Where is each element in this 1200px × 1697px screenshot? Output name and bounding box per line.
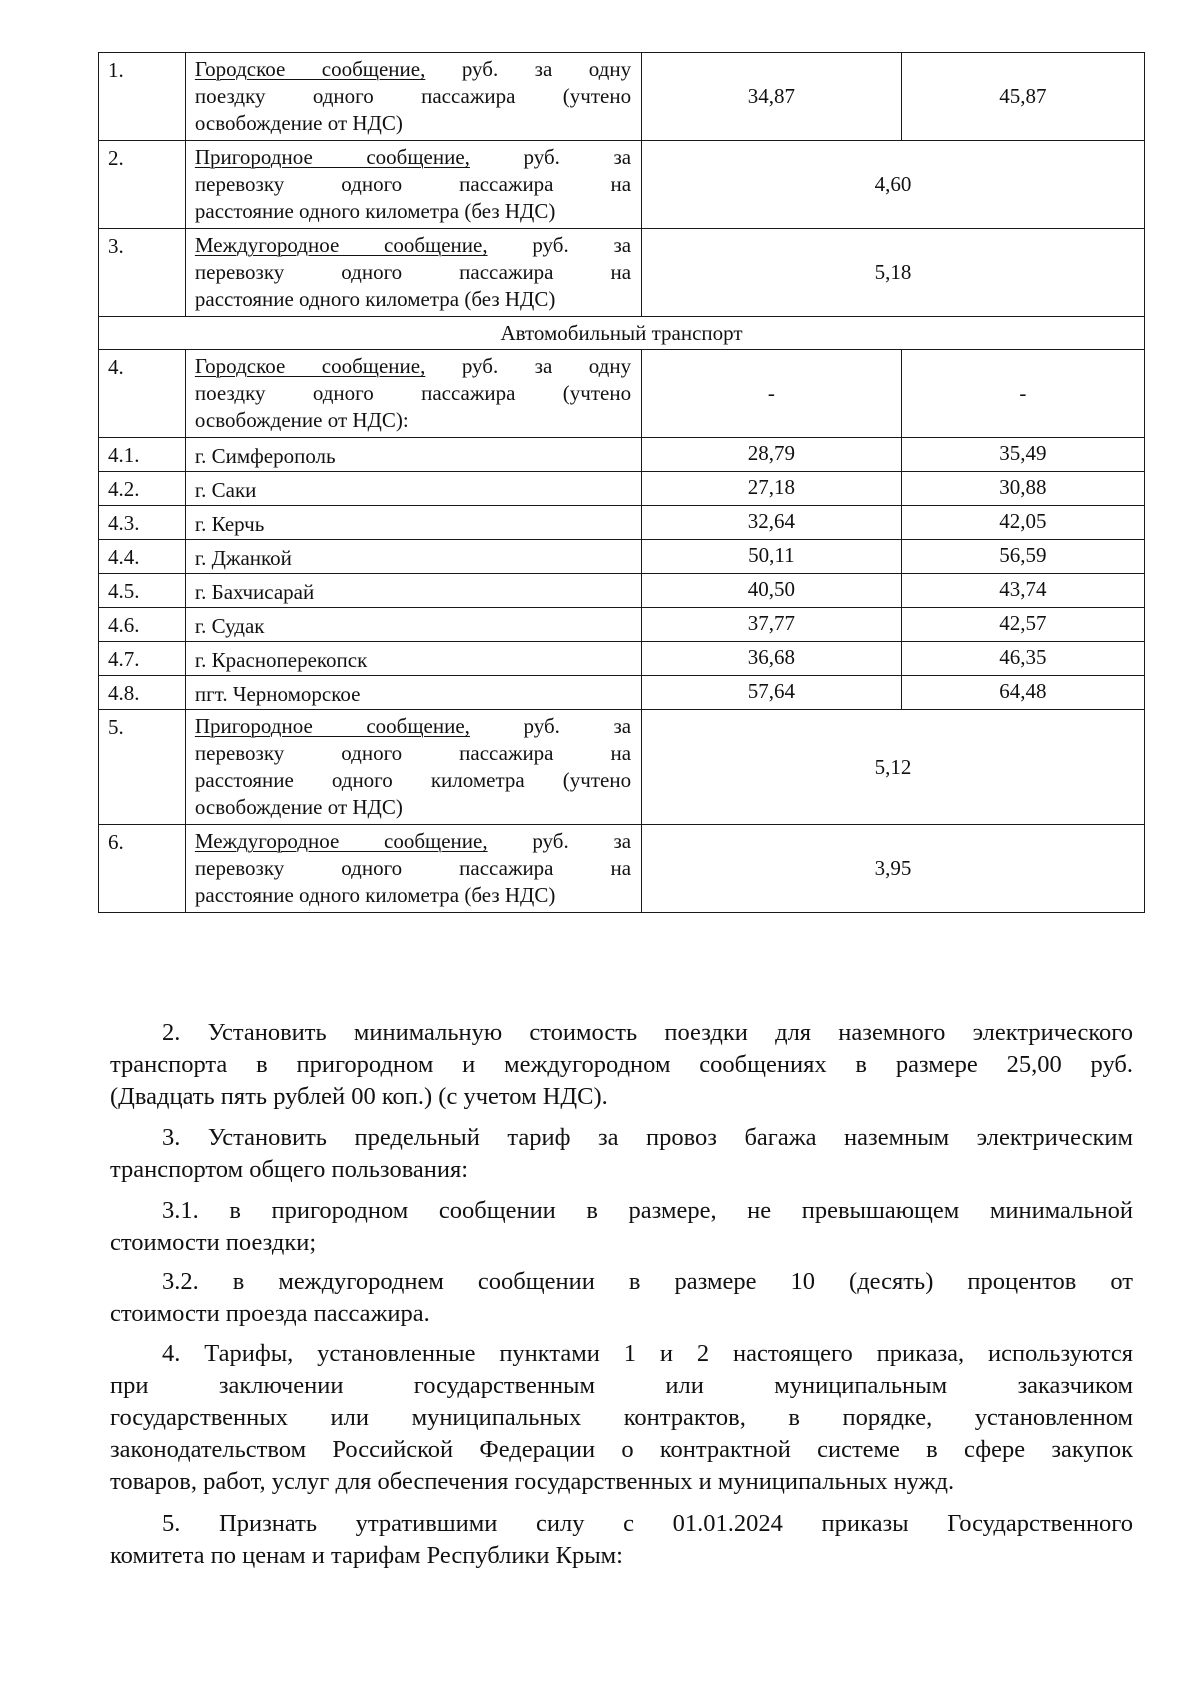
value-cell: 5,12 [642, 710, 1145, 825]
table-row [99, 472, 1145, 506]
row-number: 4.8. [99, 676, 186, 710]
row-number: 4.3. [99, 506, 186, 540]
row-description: г. Джанкой [185, 540, 641, 574]
table-row [99, 608, 1145, 642]
value-cell: 34,87 [642, 53, 902, 141]
value-cell: 40,50 [642, 574, 902, 608]
value-cell: 28,79 [642, 438, 902, 472]
row-number: 4.5. [99, 574, 186, 608]
row-number: 4. [99, 350, 186, 438]
value-cell: 37,77 [642, 608, 902, 642]
row-number: 5. [99, 710, 186, 825]
value-cell: 42,57 [901, 608, 1144, 642]
table-row [99, 53, 1145, 141]
value-cell: 45,87 [901, 53, 1144, 141]
row-description: Междугородное сообщение, руб. за перевозку одного пассажира на расстояние одного километра (без НДС) [185, 825, 641, 913]
table-row [99, 574, 1145, 608]
row-title: Междугородное сообщение, [194, 233, 488, 257]
section-heading: Автомобильный транспорт [99, 317, 1145, 350]
value-cell: 4,60 [642, 141, 1145, 229]
table-row [99, 540, 1145, 574]
row-number: 4.4. [99, 540, 186, 574]
value-cell: 42,05 [901, 506, 1144, 540]
value-cell: - [901, 350, 1144, 438]
value-cell: 32,64 [642, 506, 902, 540]
value-cell: 36,68 [642, 642, 902, 676]
row-number: 1. [99, 53, 186, 141]
row-title: Пригородное сообщение, [194, 145, 470, 169]
row-description: Пригородное сообщение, руб. за перевозку одного пассажира на расстояние одного километра (учтено освобождение от НДС) [185, 710, 641, 825]
value-cell: 5,18 [642, 229, 1145, 317]
value-cell: 50,11 [642, 540, 902, 574]
row-description: Городское сообщение, руб. за одну поездку одного пассажира (учтено освобождение от НДС): [185, 350, 641, 438]
paragraph-4: 4. Тарифы, установленные пунктами 1 и 2 настоящего приказа, используются при заключении государственным или муниципальным заказчиком государственных или муниципальных контрактов, в порядке, установленном законодательством Российской Федерации о контрактной системе в сфере закупок товаров, работ, услуг для обеспечения государственных и муниципальных нужд. [110, 1340, 1133, 1495]
row-description: г. Саки [185, 472, 641, 506]
value-cell: 57,64 [642, 676, 902, 710]
value-cell: 30,88 [901, 472, 1144, 506]
value-cell: 46,35 [901, 642, 1144, 676]
table-row [99, 438, 1145, 472]
row-number: 4.6. [99, 608, 186, 642]
paragraph-2: 2. Установить минимальную стоимость поездки для наземного электрического транспорта в пригородном и междугородном сообщениях в размере 25,00 руб. (Двадцать пять рублей 00 коп.) (с учетом НДС). [110, 1019, 1133, 1110]
table-row [99, 710, 1145, 825]
row-title: Междугородное сообщение, [194, 829, 488, 853]
section-row [99, 317, 1145, 350]
paragraph-5: 5. Признать утратившими силу с 01.01.2024 приказы Государственного комитета по ценам и тарифам Республики Крым: [110, 1510, 1133, 1569]
row-description: г. Симферополь [185, 438, 641, 472]
row-description: Городское сообщение, руб. за одну поездку одного пассажира (учтено освобождение от НДС) [185, 53, 641, 141]
value-cell: 43,74 [901, 574, 1144, 608]
row-number: 4.2. [99, 472, 186, 506]
table-row [99, 642, 1145, 676]
row-title: Городское сообщение, [194, 57, 426, 81]
value-cell: - [642, 350, 902, 438]
row-description: г. Керчь [185, 506, 641, 540]
row-title: Пригородное сообщение, [194, 714, 470, 738]
table-row [99, 350, 1145, 438]
row-number: 6. [99, 825, 186, 913]
tariff-table [98, 52, 1145, 913]
value-cell: 64,48 [901, 676, 1144, 710]
value-cell: 27,18 [642, 472, 902, 506]
table-row [99, 676, 1145, 710]
row-number: 4.7. [99, 642, 186, 676]
paragraph-3-2: 3.2. в междугороднем сообщении в размере 10 (десять) процентов от стоимости проезда пассажира. [110, 1268, 1133, 1327]
row-number: 3. [99, 229, 186, 317]
row-number: 2. [99, 141, 186, 229]
row-description: Пригородное сообщение, руб. за перевозку одного пассажира на расстояние одного километра (без НДС) [185, 141, 641, 229]
table-row [99, 229, 1145, 317]
value-cell: 56,59 [901, 540, 1144, 574]
row-number: 4.1. [99, 438, 186, 472]
row-description: г. Бахчисарай [185, 574, 641, 608]
row-description: пгт. Черноморское [185, 676, 641, 710]
row-title: Городское сообщение, [194, 354, 426, 378]
table-row [99, 506, 1145, 540]
value-cell: 35,49 [901, 438, 1144, 472]
row-description: г. Красноперекопск [185, 642, 641, 676]
paragraph-3-1: 3.1. в пригородном сообщении в размере, не превышающем минимальной стоимости поездки; [110, 1197, 1133, 1256]
row-description: Междугородное сообщение, руб. за перевозку одного пассажира на расстояние одного километра (без НДС) [185, 229, 641, 317]
value-cell: 3,95 [642, 825, 1145, 913]
row-description: г. Судак [185, 608, 641, 642]
table-row [99, 825, 1145, 913]
paragraph-3: 3. Установить предельный тариф за провоз багажа наземным электрическим транспортом общего пользования: [110, 1124, 1133, 1183]
table-row [99, 141, 1145, 229]
